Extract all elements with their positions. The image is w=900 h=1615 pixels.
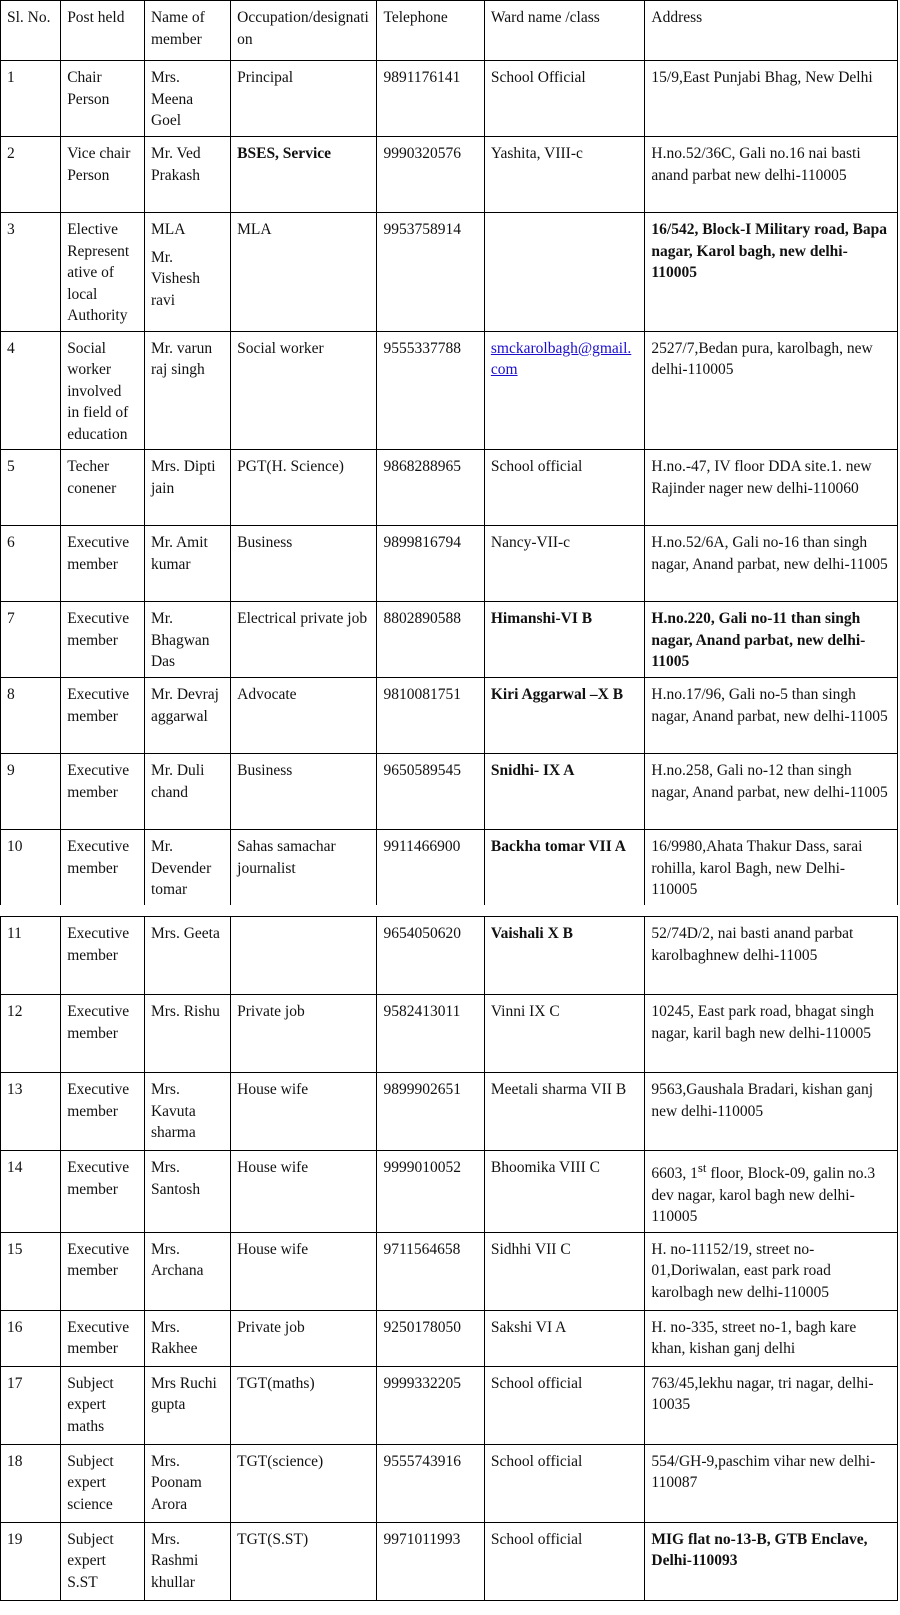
cell-address: H.no.-47, IV floor DDA site.1. new Rajinder nager new delhi-110060 [645,450,898,526]
cell-telephone: 9555337788 [377,331,484,450]
cell-name: Mrs. Poonam Arora [144,1444,230,1522]
cell-sl: 4 [1,331,61,450]
cell-telephone: 8802890588 [377,602,484,678]
cell-post: Executive member [61,526,145,602]
cell-sl: 19 [1,1522,61,1600]
cell-occupation: House wife [231,1151,377,1233]
cell-ward [484,331,645,450]
cell-name: Mrs. Geeta [144,917,230,995]
cell-occupation: TGT(S.ST) [231,1522,377,1600]
table-row [1,450,898,526]
cell-post: Executive member [61,678,145,754]
cell-ward: Vaishali X B [484,917,645,995]
cell-sl: 11 [1,917,61,995]
cell-occupation [231,917,377,995]
cell-ward [484,213,645,332]
table-row [1,526,898,602]
cell-ward: School official [484,1366,645,1444]
cell-address: MIG flat no-13-B, GTB Enclave, Delhi-110093 [645,1522,898,1600]
cell-name: Mr. Ved Prakash [144,137,230,213]
cell-ward: Sidhhi VII C [484,1232,645,1310]
cell-sl: 8 [1,678,61,754]
cell-occupation: TGT(maths) [231,1366,377,1444]
cell-telephone: 9582413011 [377,995,484,1073]
cell-ward: Backha tomar VII A [484,830,645,905]
cell-post: Executive member [61,754,145,830]
cell-address: 16/542, Block-I Military road, Bapa nagar, Karol bagh, new delhi-110005 [645,213,898,332]
address-superscript: st [697,1160,707,1175]
cell-sl: 3 [1,213,61,332]
cell-sl: 13 [1,1073,61,1151]
cell-sl: 2 [1,137,61,213]
cell-post: Executive member [61,917,145,995]
cell-telephone: 9891176141 [377,61,484,137]
address-text-rest: floor, Block-09, galin no.3 dev nagar, karol bagh new delhi-110005 [651,1165,876,1226]
cell-occupation: Business [231,526,377,602]
table-row [1,1151,898,1233]
cell-name-line1: MLA [150,221,186,238]
cell-post: Chair Person [61,61,145,137]
cell-ward: School official [484,1522,645,1600]
cell-ward: Yashita, VIII-c [484,137,645,213]
cell-post: Subject expert science [61,1444,145,1522]
cell-address: 2527/7,Bedan pura, karolbagh, new delhi-110005 [645,331,898,450]
cell-occupation: Electrical private job [231,602,377,678]
cell-name: Mr. Devender tomar [144,830,230,905]
cell-ward: School official [484,450,645,526]
cell-ward: Vinni IX C [484,995,645,1073]
header-name: Name of member [144,1,230,61]
cell-sl: 15 [1,1232,61,1310]
cell-name: Mrs. Rashmi khullar [144,1522,230,1600]
table-row [1,995,898,1073]
table-row [1,1522,898,1600]
table-row [1,1310,898,1366]
header-occupation: Occupation/designation [231,1,377,61]
table-row [1,137,898,213]
cell-address: H.no.220, Gali no-11 than singh nagar, Anand parbat, new delhi-11005 [645,602,898,678]
email-link[interactable]: smckarolbagh@gmail.com [490,339,632,378]
cell-address: H.no.17/96, Gali no-5 than singh nagar, Anand parbat, new delhi-11005 [645,678,898,754]
cell-sl: 9 [1,754,61,830]
cell-telephone: 9250178050 [377,1310,484,1366]
cell-name: Mrs. Archana [144,1232,230,1310]
table-row [1,1073,898,1151]
cell-ward: School official [484,1444,645,1522]
cell-name: Mrs. Dipti jain [144,450,230,526]
cell-occupation: Sahas samachar journalist [231,830,377,905]
cell-post: Social worker involved in field of education [61,331,145,450]
cell-sl: 10 [1,830,61,905]
header-telephone: Telephone [377,1,484,61]
cell-telephone: 9899902651 [377,1073,484,1151]
header-row [1,1,898,61]
cell-ward: Nancy-VII-c [484,526,645,602]
cell-address: H.no.52/36C, Gali no.16 nai basti anand parbat new delhi-110005 [645,137,898,213]
cell-occupation: Principal [231,61,377,137]
cell-post: Executive member [61,1151,145,1233]
cell-address: 15/9,East Punjabi Bhag, New Delhi [645,61,898,137]
cell-sl: 16 [1,1310,61,1366]
cell-ward: Himanshi-VI B [484,602,645,678]
cell-occupation: Private job [231,1310,377,1366]
cell-address: H. no-335, street no-1, bagh kare khan, kishan ganj delhi [645,1310,898,1366]
table-row [1,61,898,137]
cell-telephone: 9711564658 [377,1232,484,1310]
cell-address [645,1151,898,1233]
cell-name: Mr. Duli chand [144,754,230,830]
cell-telephone: 9911466900 [377,830,484,905]
cell-post: Executive member [61,1073,145,1151]
cell-address: 52/74D/2, nai basti anand parbat karolbaghnew delhi-11005 [645,917,898,995]
cell-post: Executive member [61,830,145,905]
cell-telephone: 9999332205 [377,1366,484,1444]
cell-occupation: TGT(science) [231,1444,377,1522]
cell-post: Subject expert S.ST [61,1522,145,1600]
cell-telephone: 9971011993 [377,1522,484,1600]
table-row [1,1444,898,1522]
cell-address: 763/45,lekhu nagar, tri nagar, delhi-10035 [645,1366,898,1444]
cell-ward: Snidhi- IX A [484,754,645,830]
cell-occupation: Advocate [231,678,377,754]
cell-occupation: Private job [231,995,377,1073]
table-row [1,213,898,332]
address-text: 6603, 1 [651,1165,698,1183]
cell-sl: 14 [1,1151,61,1233]
cell-telephone: 9990320576 [377,137,484,213]
cell-post: Executive member [61,1232,145,1310]
cell-address: H.no.258, Gali no-12 than singh nagar, Anand parbat, new delhi-11005 [645,754,898,830]
cell-address: 16/9980,Ahata Thakur Dass, sarai rohilla, karol Bagh, new Delhi-110005 [645,830,898,905]
cell-telephone: 9953758914 [377,213,484,332]
cell-post: Elective Represent ative of local Authority [61,213,145,332]
table-row [1,602,898,678]
cell-telephone: 9868288965 [377,450,484,526]
cell-occupation: House wife [231,1073,377,1151]
cell-name: Mr. Devraj aggarwal [144,678,230,754]
cell-address: 10245, East park road, bhagat singh nagar, karil bagh new delhi-110005 [645,995,898,1073]
cell-name: Mrs. Meena Goel [144,61,230,137]
cell-telephone: 9999010052 [377,1151,484,1233]
table-row [1,754,898,830]
cell-telephone: 9899816794 [377,526,484,602]
cell-occupation: Business [231,754,377,830]
header-post: Post held [61,1,145,61]
cell-ward: Sakshi VI A [484,1310,645,1366]
cell-name: Mr. Amit kumar [144,526,230,602]
table-row [1,678,898,754]
cell-name: Mrs. Kavuta sharma [144,1073,230,1151]
table-row [1,917,898,995]
cell-ward: Kiri Aggarwal –X B [484,678,645,754]
cell-name [144,213,230,332]
table-row [1,1232,898,1310]
header-address: Address [645,1,898,61]
cell-name: Mrs. Santosh [144,1151,230,1233]
cell-name: Mrs. Rishu [144,995,230,1073]
cell-occupation: House wife [231,1232,377,1310]
cell-post: Executive member [61,1310,145,1366]
cell-sl: 6 [1,526,61,602]
cell-sl: 17 [1,1366,61,1444]
cell-occupation: PGT(H. Science) [231,450,377,526]
header-sl: Sl. No. [1,1,61,61]
cell-post: Executive member [61,602,145,678]
cell-sl: 1 [1,61,61,137]
cell-address: 9563,Gaushala Bradari, kishan ganj new delhi-110005 [645,1073,898,1151]
cell-address: 554/GH-9,paschim vihar new delhi-110087 [645,1444,898,1522]
table-row [1,1366,898,1444]
cell-sl: 7 [1,602,61,678]
cell-name-line2: Mr. Vishesh ravi [150,248,200,309]
cell-post: Executive member [61,995,145,1073]
cell-post: Subject expert maths [61,1366,145,1444]
cell-post: Vice chair Person [61,137,145,213]
cell-sl: 5 [1,450,61,526]
cell-address: H. no-11152/19, street no-01,Doriwalan, east park road karolbagh new delhi-110005 [645,1232,898,1310]
cell-name: Mr. varun raj singh [144,331,230,450]
cell-telephone: 9654050620 [377,917,484,995]
cell-occupation: BSES, Service [231,137,377,213]
cell-occupation: Social worker [231,331,377,450]
cell-ward: Bhoomika VIII C [484,1151,645,1233]
cell-name: Mr. Bhagwan Das [144,602,230,678]
cell-post: Techer conener [61,450,145,526]
header-ward: Ward name /class [484,1,645,61]
cell-name: Mrs. Rakhee [144,1310,230,1366]
table-row [1,830,898,905]
cell-name: Mrs Ruchi gupta [144,1366,230,1444]
cell-telephone: 9555743916 [377,1444,484,1522]
cell-telephone: 9810081751 [377,678,484,754]
cell-occupation: MLA [231,213,377,332]
table-row [1,331,898,450]
cell-telephone: 9650589545 [377,754,484,830]
cell-ward: Meetali sharma VII B [484,1073,645,1151]
members-table-part-2 [0,916,898,1601]
cell-address: H.no.52/6A, Gali no-16 than singh nagar, Anand parbat, new delhi-11005 [645,526,898,602]
cell-sl: 18 [1,1444,61,1522]
cell-ward: School Official [484,61,645,137]
cell-sl: 12 [1,995,61,1073]
